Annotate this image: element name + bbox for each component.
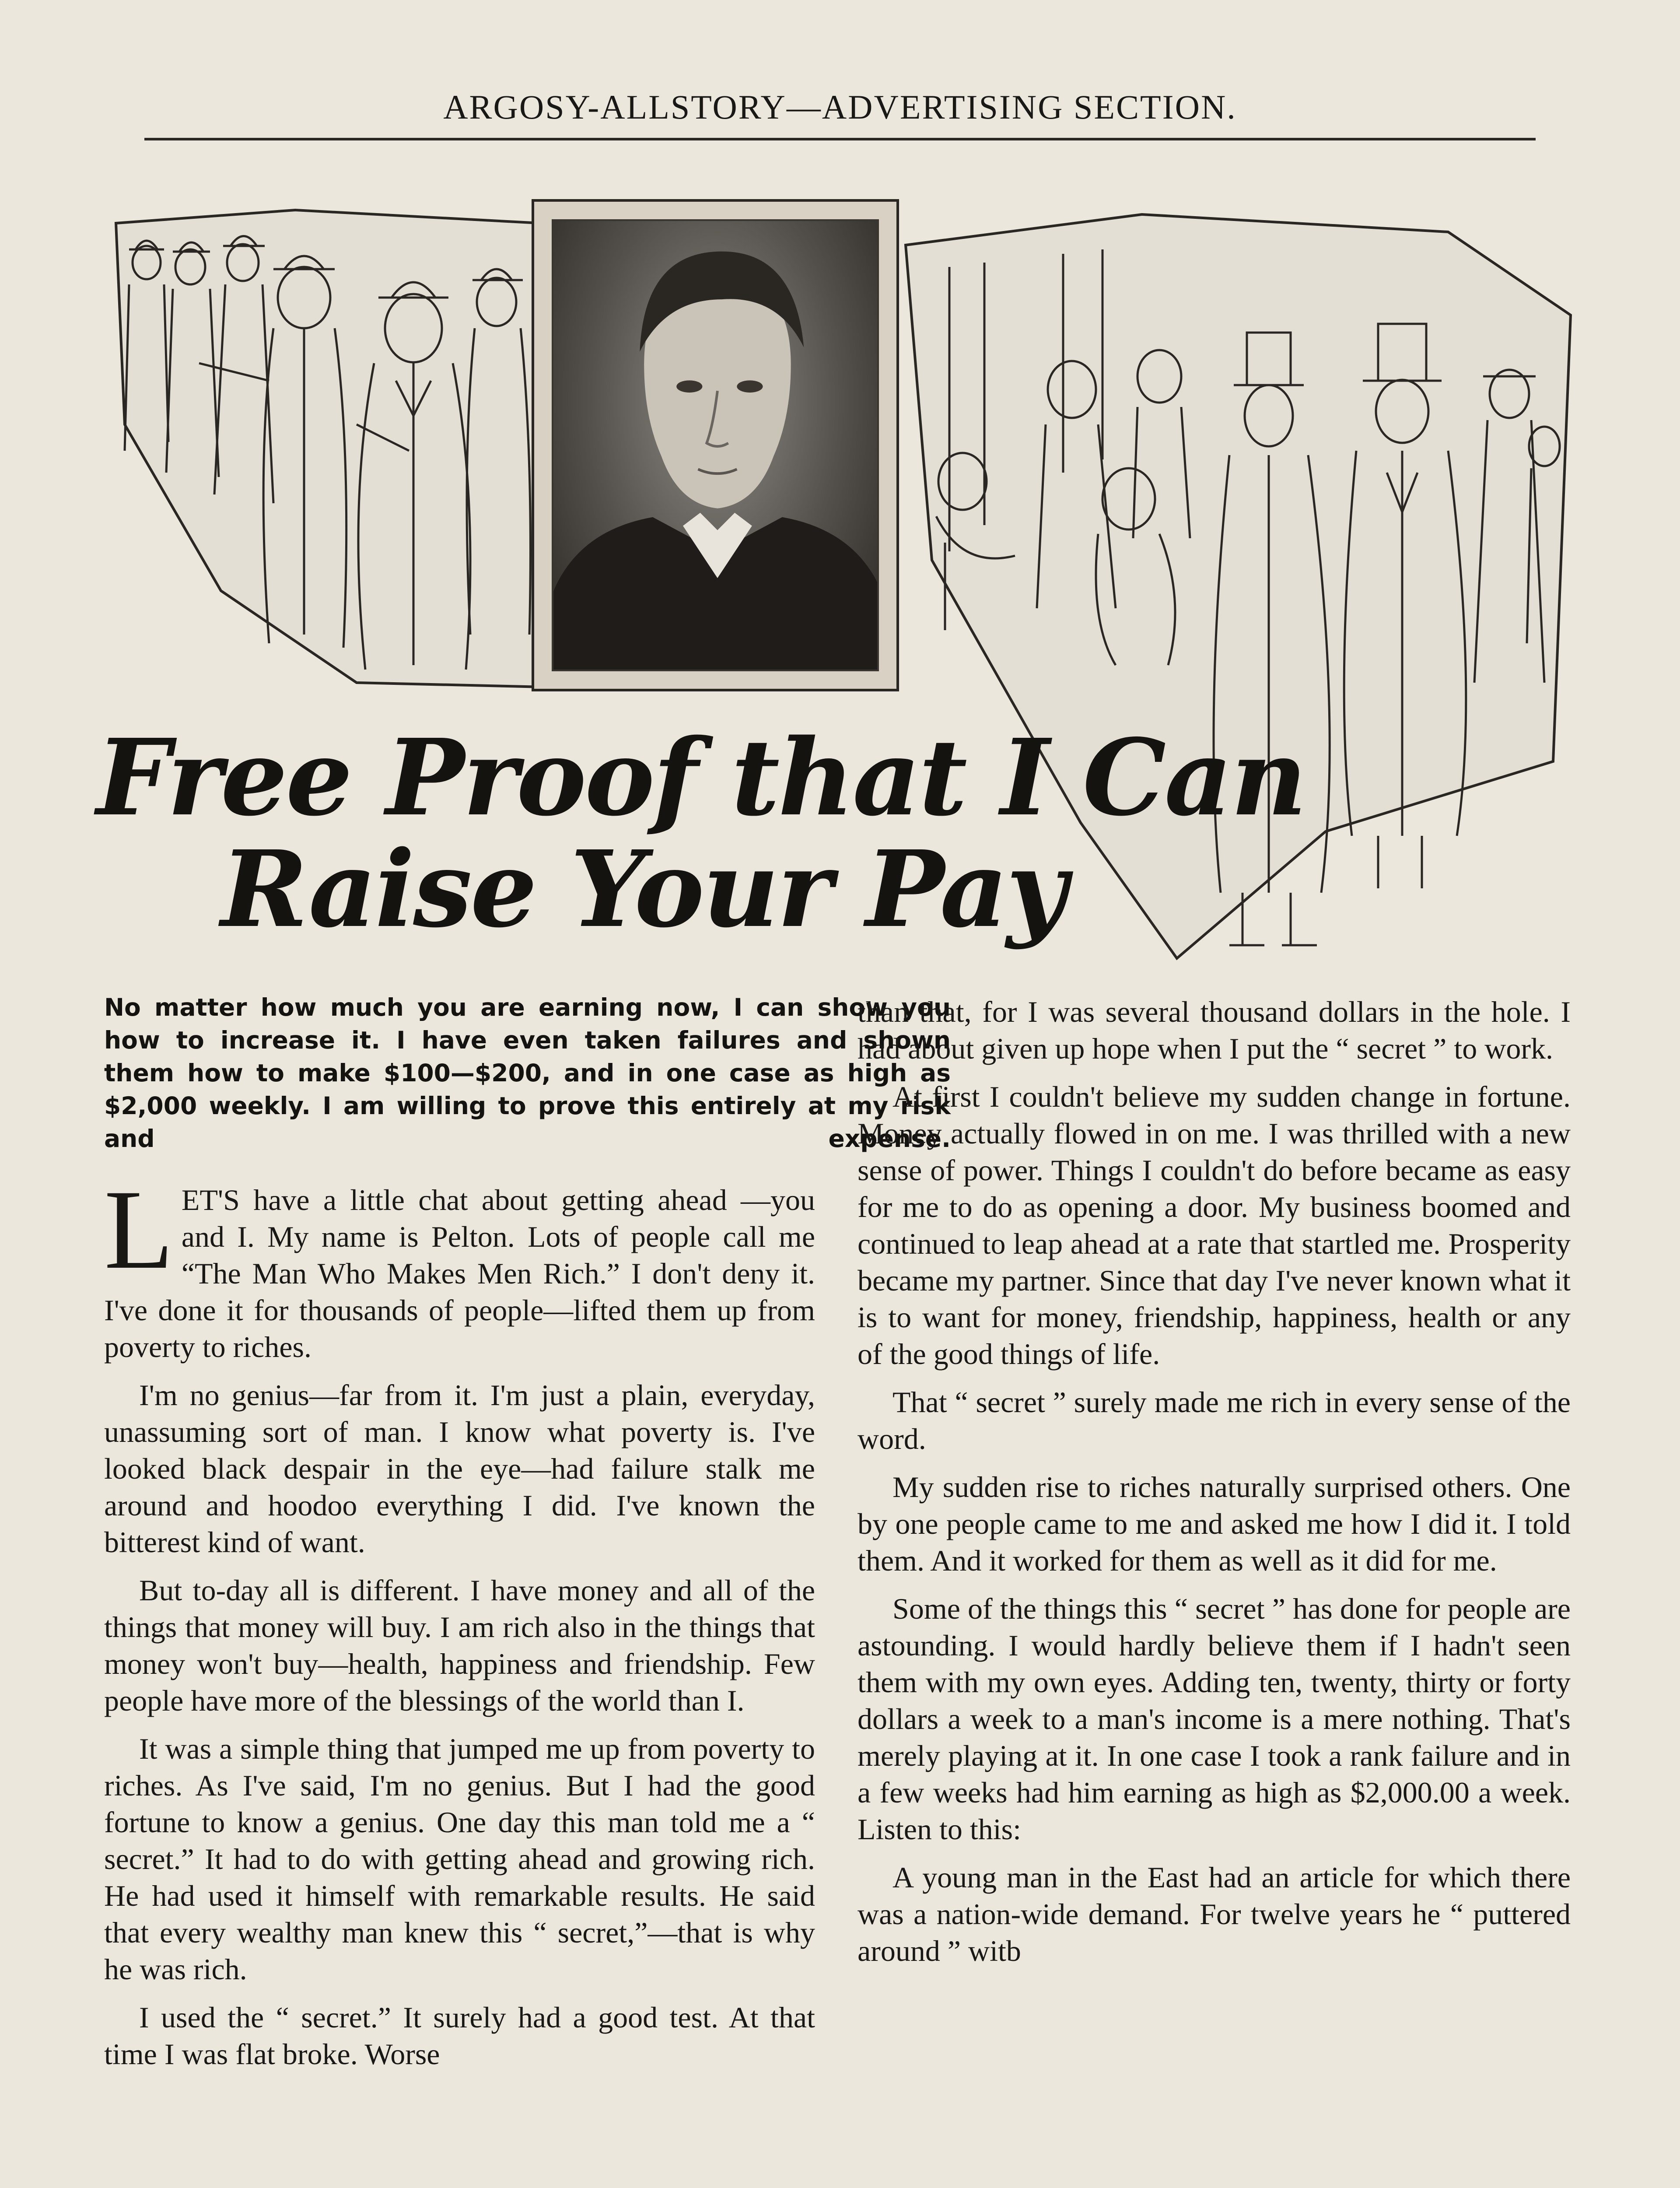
lead-paragraph: No matter how much you are earning now, I can show you how to increase it. I have even taken failures and shown them how to make $100—$200, and in one case as high as $2,000 weekly. I am willing to prove this entirely at my risk and expense.	[104, 993, 951, 1153]
portrait-photo	[552, 219, 879, 671]
paragraph: A young man in the East had an article for which there was a nation-wide demand. For twelve years he “ puttered around ” witb	[858, 1861, 1571, 1967]
headline-line-2: Raise Your Pay	[220, 828, 1066, 951]
top-rule	[144, 138, 1536, 140]
portrait-frame	[532, 199, 899, 691]
paragraph: But to-day all is different. I have money and all of the things that money will buy. I am rich also in the things that money won't buy—health, happiness and friendship. Few people have more of the blessings of the world than I.	[104, 1574, 815, 1717]
illustration-crowd-left	[112, 197, 549, 691]
paragraph: That “ secret ” surely made me rich in every sense of the word.	[858, 1385, 1571, 1455]
paragraph: I used the “ secret.” It surely had a good test. At that time I was flat broke. Worse	[104, 2001, 815, 2071]
opening-paragraph: LET'S have a little chat about getting ahead —you and I. My name is Pelton. Lots of people call me “The Man Who Makes Men Rich.” I don't deny it. I've done it for thousands of people—lifted them up from poverty to riches.	[104, 1167, 815, 1364]
paragraph: I'm no genius—far from it. I'm just a plain, everyday, unassuming sort of man. I know what poverty is. I've looked black despair in the eye—had failure stalk me around and hoodoo everything I did. I've known the bitterest kind of want.	[104, 1378, 815, 1559]
headline	[96, 716, 1306, 951]
paragraph: At first I couldn't believe my sudden change in fortune. Money actually flowed in on me. I was thrilled with a new sense of power. Things I couldn't do before became as easy for me to do as opening a door. My business boomed and continued to leap ahead at a rate that startled me. Prosperity became my partner. Since that day I've never known what it is to want for money, friendship, happiness, health or any of the good things of life.	[858, 1080, 1571, 1371]
left-column	[104, 1167, 815, 2084]
paragraph: Some of the things this “ secret ” has done for people are astounding. I would hardly believe them if I hadn't seen them with my own eyes. Adding ten, twenty, thirty or forty dollars a week to a man's income is a mere nothing. That's merely playing at it. In one case I took a rank failure and in a few weeks had him earning as high as $2,000.00 a week. Listen to this:	[858, 1592, 1571, 1846]
paragraph: It was a simple thing that jumped me up from poverty to riches. As I've said, I'm no genius. But I had the good fortune to know a genius. One day this man told me a “ secret.” It had to do with getting ahead and growing rich. He had used it himself with remarkable results. He said that every wealthy man knew this “ secret,”—that is why he was rich.	[104, 1732, 815, 1986]
right-column	[858, 993, 1571, 1981]
paragraph: My sudden rise to riches naturally surprised others. One by one people came to me and asked me how I did it. I told them. And it worked for them as well as it did for me.	[858, 1470, 1571, 1577]
running-head: ARGOSY-ALLSTORY—ADVERTISING SECTION.	[443, 88, 1237, 126]
continued-paragraph: than that, for I was several thousand dollars in the hole. I had about given up hope when I put the “ secret ” to work.	[858, 995, 1571, 1065]
dropcap: L	[104, 1167, 174, 1293]
headline-line-1: Free Proof that I Can	[96, 716, 1306, 839]
